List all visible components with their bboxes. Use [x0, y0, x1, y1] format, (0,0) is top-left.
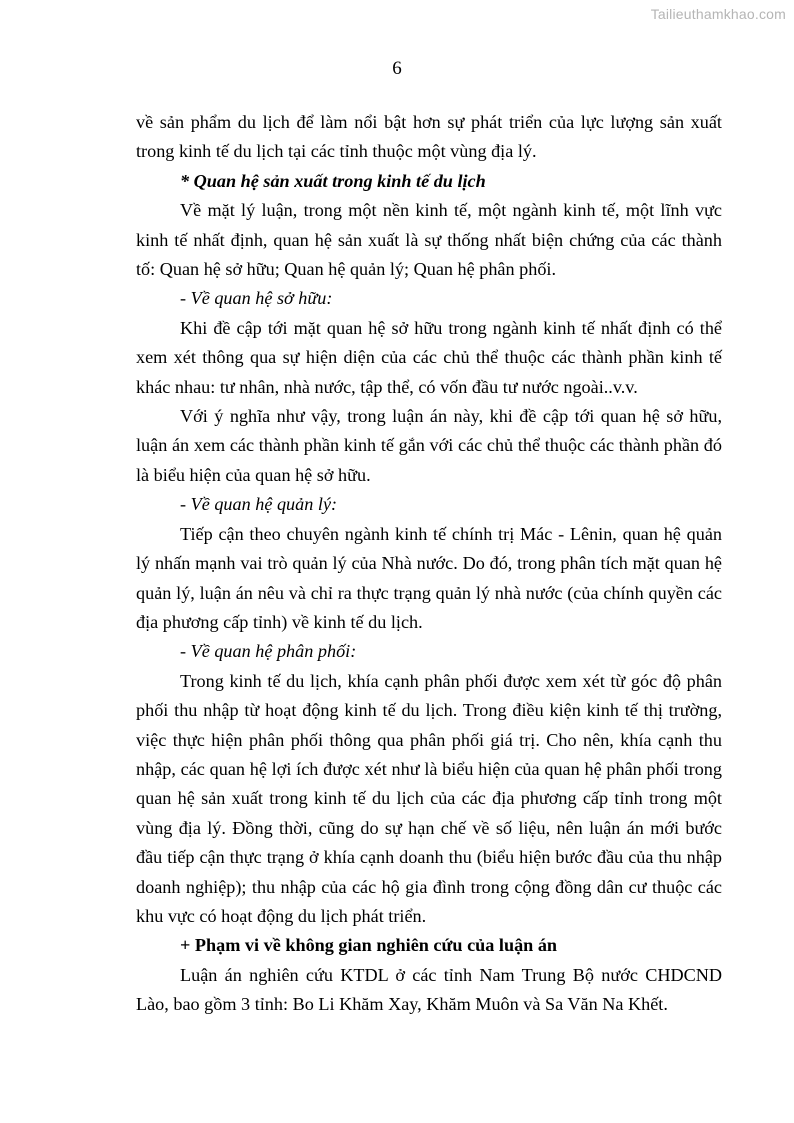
paragraph: Với ý nghĩa như vậy, trong luận án này, khi đề cập tới quan hệ sở hữu, luận án xem các thành phần kinh tế gắn với các chủ thể thuộc các thành phần đó là biểu hiện của quan hệ sở hữu.: [136, 406, 722, 485]
paragraph: Khi đề cập tới mặt quan hệ sở hữu trong ngành kinh tế nhất định có thể xem xét thông qua sự hiện diện của các chủ thể thuộc các thành phần kinh tế khác nhau: tư nhân, nhà nước, tập thể, có vốn đầu tư nước ngoài..v.v.: [136, 317, 722, 397]
paragraph: Trong kinh tế du lịch, khía cạnh phân phối được xem xét từ góc độ phân phối thu nhập từ hoạt động kinh tế du lịch. Trong điều kiện kinh tế thị trường, việc thực hiện phân phối thông qua phân phối giá trị. Cho nên, khía cạnh thu nhập, các quan hệ lợi ích được xét như là biểu hiện của quan hệ phân phối trong quan hệ sản xuất trong kinh tế du lịch của các địa phương cấp tỉnh trong một vùng địa lý. Đồng thời, cũng do sự hạn chế về số liệu, nên luận án mới bước đầu tiếp cận thực trạng ở khía cạnh doanh thu (biểu hiện bước đầu của thu nhập doanh nghiệp); thu nhập của các hộ gia đình trong cộng đồng dân cư thuộc các khu vực có hoạt động du lịch phát triển.: [136, 670, 722, 926]
paragraph: Tiếp cận theo chuyên ngành kinh tế chính trị Mác - Lênin, quan hệ quản lý nhấn mạnh vai trò quản lý của Nhà nước. Do đó, trong phân tích mặt quan hệ quản lý, luận án nêu và chỉ ra thực trạng quản lý nhà nước (của chính quyền các địa phương cấp tỉnh) về kinh tế du lịch.: [136, 523, 722, 632]
subheading-management: - Về quan hệ quản lý:: [180, 494, 338, 515]
subheading-distribution: - Về quan hệ phân phối:: [180, 641, 357, 662]
subheading-ownership: - Về quan hệ sở hữu:: [180, 288, 333, 309]
section-heading-production-relations: * Quan hệ sản xuất trong kinh tế du lịch: [180, 170, 486, 191]
section-heading-spatial-scope: + Phạm vi về không gian nghiên cứu của luận án: [180, 935, 558, 956]
page-number: 6: [392, 58, 402, 79]
watermark: Tailieuthamkhao.com: [650, 6, 786, 22]
document-body: [136, 108, 722, 1020]
paragraph: Về mặt lý luận, trong một nền kinh tế, một ngành kinh tế, một lĩnh vực kinh tế nhất định, quan hệ sản xuất là sự thống nhất biện chứng của các thành tố: Quan hệ sở hữu; Quan hệ quản lý; Quan hệ phân phối.: [136, 200, 722, 280]
paragraph: Luận án nghiên cứu KTDL ở các tỉnh Nam Trung Bộ nước CHDCND Lào, bao gồm 3 tỉnh: Bo Li Khăm Xay, Khăm Muôn và Sa Văn Na Khết.: [136, 964, 722, 1015]
paragraph-continuation: về sản phẩm du lịch để làm nổi bật hơn sự phát triển của lực lượng sản xuất trong kinh tế du lịch tại các tỉnh thuộc một vùng địa lý.: [136, 112, 722, 162]
